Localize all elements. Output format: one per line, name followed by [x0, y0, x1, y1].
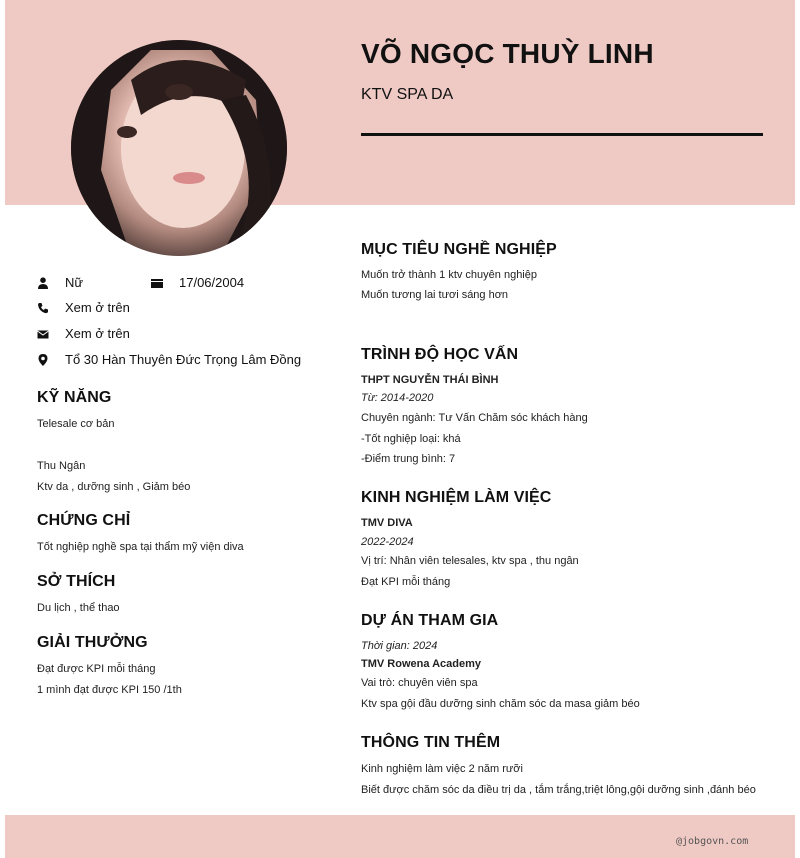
project-line: Ktv spa gội đầu dưỡng sinh chăm sóc da masa giảm béo	[361, 698, 640, 710]
objective-line: Muốn tương lai tươi sáng hơn	[361, 289, 509, 301]
education-heading: TRÌNH ĐỘ HỌC VẤN	[361, 346, 519, 363]
birthdate-value: 17/06/2004	[179, 275, 245, 290]
project-name: TMV Rowena Academy	[361, 658, 482, 670]
experience-line: Đạt KPI mỗi tháng	[361, 576, 451, 588]
address-row	[37, 352, 301, 367]
gender-value: Nữ	[65, 275, 84, 290]
phone-row	[37, 300, 130, 315]
skill-item: Telesale cơ bản	[37, 418, 115, 430]
portrait-illustration	[71, 40, 287, 256]
phone-value: Xem ở trên	[65, 300, 130, 315]
certificate-item: Tốt nghiệp nghề spa tại thẩm mỹ viện diva	[37, 541, 244, 553]
certificates-heading: CHỨNG CHỈ	[37, 512, 131, 529]
skills-heading: KỸ NĂNG	[37, 389, 112, 406]
calendar-icon	[151, 277, 163, 289]
person-icon	[37, 277, 49, 289]
candidate-name: VÕ NGỌC THUỲ LINH	[361, 38, 654, 69]
skill-item: Thu Ngân	[37, 460, 86, 472]
address-value: Tổ 30 Hàn Thuyên Đức Trọng Lâm Đồng	[65, 352, 302, 367]
skill-item: Ktv da , dưỡng sinh , Giảm béo	[37, 481, 191, 493]
education-line: -Tốt nghiệp loại: khá	[361, 433, 461, 445]
objective-line: Muốn trở thành 1 ktv chuyên nghiệp	[361, 269, 537, 281]
extra-info-heading: THÔNG TIN THÊM	[361, 734, 501, 751]
footer-brand: @jobgovn.com	[676, 836, 749, 847]
email-value: Xem ở trên	[65, 326, 130, 341]
education-period: Từ: 2014-2020	[361, 392, 434, 404]
extra-info-line: Biết được chăm sóc da điều trị da , tắm trắng,triệt lông,gội dưỡng sinh ,đánh béo	[361, 784, 756, 796]
birthdate-row	[151, 275, 244, 290]
education-line: -Điểm trung bình: 7	[361, 453, 456, 465]
phone-icon	[37, 302, 49, 314]
projects-heading: DỰ ÁN THAM GIA	[361, 612, 499, 629]
school-name: THPT NGUYỄN THÁI BÌNH	[361, 374, 499, 386]
experience-line: Vị trí: Nhân viên telesales, ktv spa , thu ngân	[361, 555, 579, 567]
objective-heading: MỤC TIÊU NGHỀ NGHIỆP	[361, 241, 557, 258]
header-divider	[361, 133, 763, 136]
location-pin-icon	[37, 354, 49, 366]
experience-heading: KINH NGHIỆM LÀM VIỆC	[361, 489, 552, 506]
education-line: Chuyên ngành: Tư Vấn Chăm sóc khách hàng	[361, 412, 588, 424]
envelope-icon	[37, 328, 49, 340]
project-time: Thời gian: 2024	[361, 640, 438, 652]
experience-period: 2022-2024	[361, 536, 414, 548]
awards-heading: GIẢI THƯỞNG	[37, 634, 148, 651]
extra-info-line: Kinh nghiệm làm việc 2 năm rưỡi	[361, 763, 523, 775]
profile-photo	[71, 40, 287, 256]
hobbies-heading: SỞ THÍCH	[37, 573, 116, 590]
hobby-item: Du lịch , thể thao	[37, 602, 120, 614]
email-row	[37, 326, 130, 341]
award-item: 1 mình đạt được KPI 150 /1th	[37, 684, 182, 696]
gender-row	[37, 275, 83, 290]
company-name: TMV DIVA	[361, 517, 413, 529]
award-item: Đạt được KPI mỗi tháng	[37, 663, 156, 675]
job-title: KTV SPA DA	[361, 86, 454, 103]
project-line: Vai trò: chuyên viên spa	[361, 677, 478, 689]
